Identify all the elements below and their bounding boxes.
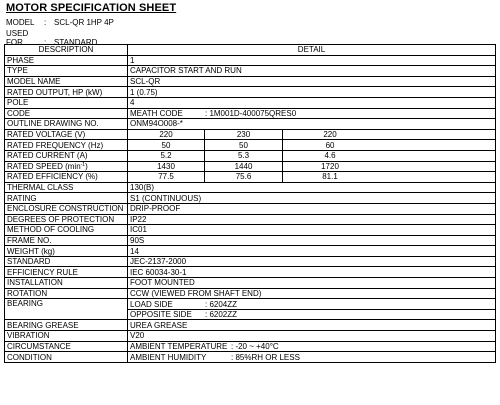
frequency-value-3: 60: [283, 140, 496, 151]
table-header-row: [5, 45, 496, 56]
bearing-load-side: [128, 299, 496, 310]
voltage-value-2: 230: [205, 129, 283, 140]
row-phase: [5, 55, 496, 66]
frequency-value-2: 50: [205, 140, 283, 151]
row-thermal: [5, 182, 496, 193]
load-side-label: LOAD SIDE: [130, 299, 173, 309]
speed-label-text: RATED SPEED (min: [7, 161, 81, 171]
row-frame: [5, 235, 496, 246]
grease-value: UREA GREASE: [128, 320, 496, 331]
standard-value: JEC-2137-2000: [128, 256, 496, 267]
model-value: SCL-QR 1HP 4P: [54, 18, 114, 27]
enclosure-value: DRIP-PROOF: [128, 203, 496, 214]
opposite-side-label: OPPOSITE SIDE: [130, 310, 192, 320]
installation-label: INSTALLATION: [5, 278, 128, 289]
eff-rule-label: EFFICIENCY RULE: [5, 267, 128, 278]
vibration-value: V20: [128, 331, 496, 342]
row-current: [5, 150, 496, 161]
speed-label-end: ): [85, 161, 88, 171]
vibration-label: VIBRATION: [5, 331, 128, 342]
frame-label: FRAME NO.: [5, 235, 128, 246]
circumstance-label: CIRCUMSTANCE: [5, 341, 128, 352]
efficiency-label: RATED EFFICIENCY (%): [5, 172, 128, 183]
protection-value: IP22: [128, 214, 496, 225]
row-grease: [5, 320, 496, 331]
row-vibration: [5, 331, 496, 342]
code-value: [128, 108, 496, 119]
thermal-label: THERMAL CLASS: [5, 182, 128, 193]
spec-table: [4, 44, 496, 363]
rating-label: RATING: [5, 193, 128, 204]
speed-value-1: 1430: [128, 161, 205, 172]
row-enclosure: [5, 203, 496, 214]
outline-value: ONM94O008-*: [128, 119, 496, 130]
condition-label: CONDITION: [5, 352, 128, 363]
cooling-value: IC01: [128, 225, 496, 236]
row-speed: [5, 161, 496, 172]
row-rated-output: [5, 87, 496, 98]
col-detail: DETAIL: [128, 45, 496, 56]
code-label: CODE: [5, 108, 128, 119]
voltage-label: RATED VOLTAGE (V): [5, 129, 128, 140]
ambient-temperature-label: AMBIENT TEMPERATURE: [130, 341, 228, 351]
type-label: TYPE: [5, 66, 128, 77]
ambient-humidity: [128, 352, 496, 363]
enclosure-label: ENCLOSURE CONSTRUCTION: [5, 203, 128, 214]
usedfor-value: STANDARD: [54, 38, 98, 47]
ambient-humidity-value: : 85%RH OR LESS: [231, 352, 300, 362]
row-circumstance-temp: [5, 341, 496, 352]
usedfor-key: USED FOR: [6, 29, 29, 47]
model-colon: :: [44, 18, 47, 27]
frame-value: 90S: [128, 235, 496, 246]
meath-code-value: : 1M001D-400075QRES0: [205, 108, 297, 118]
outline-label: OUTLINE DRAWING NO.: [5, 119, 128, 130]
model-name-value: SCL-QR: [128, 76, 496, 87]
row-standard: [5, 256, 496, 267]
efficiency-value-3: 81.1: [283, 172, 496, 183]
efficiency-value-2: 75.6: [205, 172, 283, 183]
speed-label: [5, 161, 128, 172]
bearing-opposite-side: [128, 309, 496, 320]
ambient-temperature-value: : -20 ~ +40°C: [231, 341, 279, 351]
rated-output-label: RATED OUTPUT, HP (kW): [5, 87, 128, 98]
standard-label: STANDARD: [5, 256, 128, 267]
speed-value-2: 1440: [205, 161, 283, 172]
current-value-2: 5.3: [205, 150, 283, 161]
speed-label-sup: -1: [80, 161, 86, 168]
pole-label: POLE: [5, 97, 128, 108]
rotation-label: ROTATION: [5, 288, 128, 299]
rated-output-value: 1 (0.75): [128, 87, 496, 98]
row-circumstance-humidity: [5, 352, 496, 363]
phase-label: PHASE: [5, 55, 128, 66]
speed-value-3: 1720: [283, 161, 496, 172]
model-line: [6, 18, 114, 27]
row-bearing-load: [5, 299, 496, 310]
installation-value: FOOT MOUNTED: [128, 278, 496, 289]
rating-value: S1 (CONTINUOUS): [128, 193, 496, 204]
row-pole: [5, 97, 496, 108]
row-code: [5, 108, 496, 119]
opposite-side-value: : 6202ZZ: [205, 310, 238, 320]
sheet-title: MOTOR SPECIFICATION SHEET: [6, 2, 177, 14]
row-rotation: [5, 288, 496, 299]
ambient-temperature: [128, 341, 496, 352]
phase-value: 1: [128, 55, 496, 66]
row-rating: [5, 193, 496, 204]
row-efficiency: [5, 172, 496, 183]
weight-label: WEIGHT (kg): [5, 246, 128, 257]
row-outline: [5, 119, 496, 130]
weight-value: 14: [128, 246, 496, 257]
thermal-value: 130(B): [128, 182, 496, 193]
col-description: DESCRIPTION: [5, 45, 128, 56]
frequency-value-1: 50: [128, 140, 205, 151]
bearing-label: BEARING: [5, 299, 128, 320]
grease-label: BEARING GREASE: [5, 320, 128, 331]
frequency-label: RATED FREQUENCY (Hz): [5, 140, 128, 151]
row-protection: [5, 214, 496, 225]
meath-code-label: MEATH CODE: [130, 108, 183, 118]
eff-rule-value: IEC 60034-30-1: [128, 267, 496, 278]
current-value-3: 4.6: [283, 150, 496, 161]
row-voltage: [5, 129, 496, 140]
cooling-label: METHOD OF COOLING: [5, 225, 128, 236]
protection-label: DEGREES OF PROTECTION: [5, 214, 128, 225]
load-side-value: : 6204ZZ: [205, 299, 238, 309]
current-label: RATED CURRENT (A): [5, 150, 128, 161]
model-key: MODEL: [6, 18, 35, 27]
row-installation: [5, 278, 496, 289]
row-weight: [5, 246, 496, 257]
row-cooling: [5, 225, 496, 236]
voltage-value-1: 220: [128, 129, 205, 140]
rotation-value: CCW (VIEWED FROM SHAFT END): [128, 288, 496, 299]
row-model-name: [5, 76, 496, 87]
ambient-humidity-label: AMBIENT HUMIDITY: [130, 352, 207, 362]
current-value-1: 5.2: [128, 150, 205, 161]
type-value: CAPACITOR START AND RUN: [128, 66, 496, 77]
efficiency-value-1: 77.5: [128, 172, 205, 183]
usedfor-colon: :: [44, 38, 47, 47]
row-eff-rule: [5, 267, 496, 278]
row-frequency: [5, 140, 496, 151]
model-name-label: MODEL NAME: [5, 76, 128, 87]
voltage-value-3: 220: [283, 129, 496, 140]
row-type: [5, 66, 496, 77]
pole-value: 4: [128, 97, 496, 108]
